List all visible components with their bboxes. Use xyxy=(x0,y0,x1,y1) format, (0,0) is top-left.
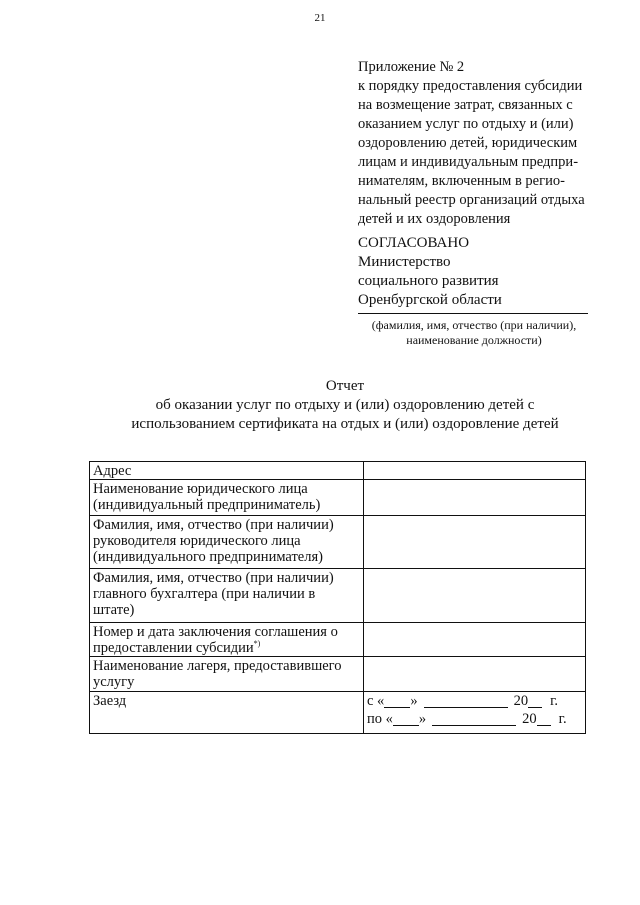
period-from xyxy=(367,693,582,709)
day-blank[interactable] xyxy=(384,693,410,708)
year-prefix: 20 xyxy=(522,711,537,727)
report-subtitle-line: об оказании услуг по отдыху и (или) оздоровлению детей с xyxy=(155,397,535,413)
row-label-line: штате) xyxy=(93,602,135,618)
row-label-line: Номер и дата заключения соглашения о xyxy=(93,624,338,640)
row-label-line: Фамилия, имя, отчество (при наличии) xyxy=(93,517,334,533)
row-label-line: (индивидуальный предприниматель) xyxy=(93,497,321,513)
month-blank[interactable] xyxy=(424,693,508,708)
approval-block xyxy=(358,234,608,310)
row-label-text: предоставлении субсидии xyxy=(93,640,254,656)
day-blank[interactable] xyxy=(393,711,419,726)
table-row xyxy=(90,516,586,569)
row-label-line: руководителя юридического лица xyxy=(93,533,301,549)
signature-caption xyxy=(350,318,598,348)
value-cell-accountant-name[interactable] xyxy=(364,569,586,623)
value-cell-legal-entity[interactable] xyxy=(364,480,586,516)
quote-close: » xyxy=(410,693,418,709)
year-blank[interactable] xyxy=(528,693,542,708)
table-row xyxy=(90,569,586,623)
table-row xyxy=(90,657,586,692)
signature-caption-line: (фамилия, имя, отчество (при наличии), xyxy=(371,318,577,332)
value-cell-arrival[interactable] xyxy=(364,692,586,734)
report-title: Отчет xyxy=(325,378,365,394)
row-label-camp-name xyxy=(90,657,364,692)
row-label-line: услугу xyxy=(93,674,135,690)
value-cell-head-name[interactable] xyxy=(364,516,586,569)
approval-line: Оренбургской области xyxy=(358,292,502,308)
signature-line xyxy=(358,313,588,314)
value-cell-camp-name[interactable] xyxy=(364,657,586,692)
appendix-line: нимателям, включенным в регио- xyxy=(358,173,565,189)
year-suffix: г. xyxy=(550,693,558,709)
approval-line: Министерство xyxy=(358,254,451,270)
value-cell-agreement[interactable] xyxy=(364,623,586,657)
value-cell-address[interactable] xyxy=(364,462,586,480)
period-from-prefix: с « xyxy=(367,693,385,709)
appendix-block xyxy=(358,58,608,229)
quote-close: » xyxy=(418,711,427,727)
row-label-line: Заезд xyxy=(93,693,127,709)
year-blank[interactable] xyxy=(537,711,551,726)
row-label-line: Наименование юридического лица xyxy=(93,481,308,497)
row-label-line: Наименование лагеря, предоставившего xyxy=(93,658,342,674)
row-label-line: Адрес xyxy=(93,463,132,479)
period-to-prefix: по « xyxy=(367,711,393,727)
appendix-title: Приложение № 2 xyxy=(358,59,465,75)
appendix-line: на возмещение затрат, связанных с xyxy=(358,97,573,113)
signature-caption-line: наименование должности) xyxy=(406,333,542,347)
approval-heading: СОГЛАСОВАНО xyxy=(358,235,470,251)
year-prefix: 20 xyxy=(513,693,529,709)
month-blank[interactable] xyxy=(432,711,516,726)
period-to xyxy=(367,711,582,727)
row-label-arrival xyxy=(90,692,364,734)
appendix-line: лицам и индивидуальным предпри- xyxy=(358,154,579,170)
appendix-line: нальный реестр организаций отдыха xyxy=(358,192,585,208)
appendix-line: к порядку предоставления субсидии xyxy=(358,78,583,94)
page-number: 21 xyxy=(314,12,326,24)
row-label-agreement xyxy=(90,623,364,657)
row-label-line: (индивидуального предпринимателя) xyxy=(93,549,323,565)
report-table xyxy=(89,461,586,734)
footnote-mark: *) xyxy=(253,639,261,649)
year-suffix: г. xyxy=(558,711,567,727)
appendix-line: детей и их оздоровления xyxy=(358,211,511,227)
row-label-line: Фамилия, имя, отчество (при наличии) xyxy=(93,570,334,586)
row-label-head-name xyxy=(90,516,364,569)
approval-line: социального развития xyxy=(358,273,499,289)
table-row xyxy=(90,480,586,516)
table-row xyxy=(90,692,586,734)
row-label-line: главного бухгалтера (при наличии в xyxy=(93,586,316,602)
row-label-line xyxy=(93,640,360,656)
report-subtitle-line: использованием сертификата на отдых и (или) оздоровление детей xyxy=(131,416,559,432)
table-row xyxy=(90,623,586,657)
appendix-line: оздоровлению детей, юридическим xyxy=(358,135,578,151)
table-row xyxy=(90,462,586,480)
row-label-address xyxy=(90,462,364,480)
row-label-accountant-name xyxy=(90,569,364,623)
appendix-line: оказанием услуг по отдыху и (или) xyxy=(358,116,574,132)
row-label-legal-entity xyxy=(90,480,364,516)
